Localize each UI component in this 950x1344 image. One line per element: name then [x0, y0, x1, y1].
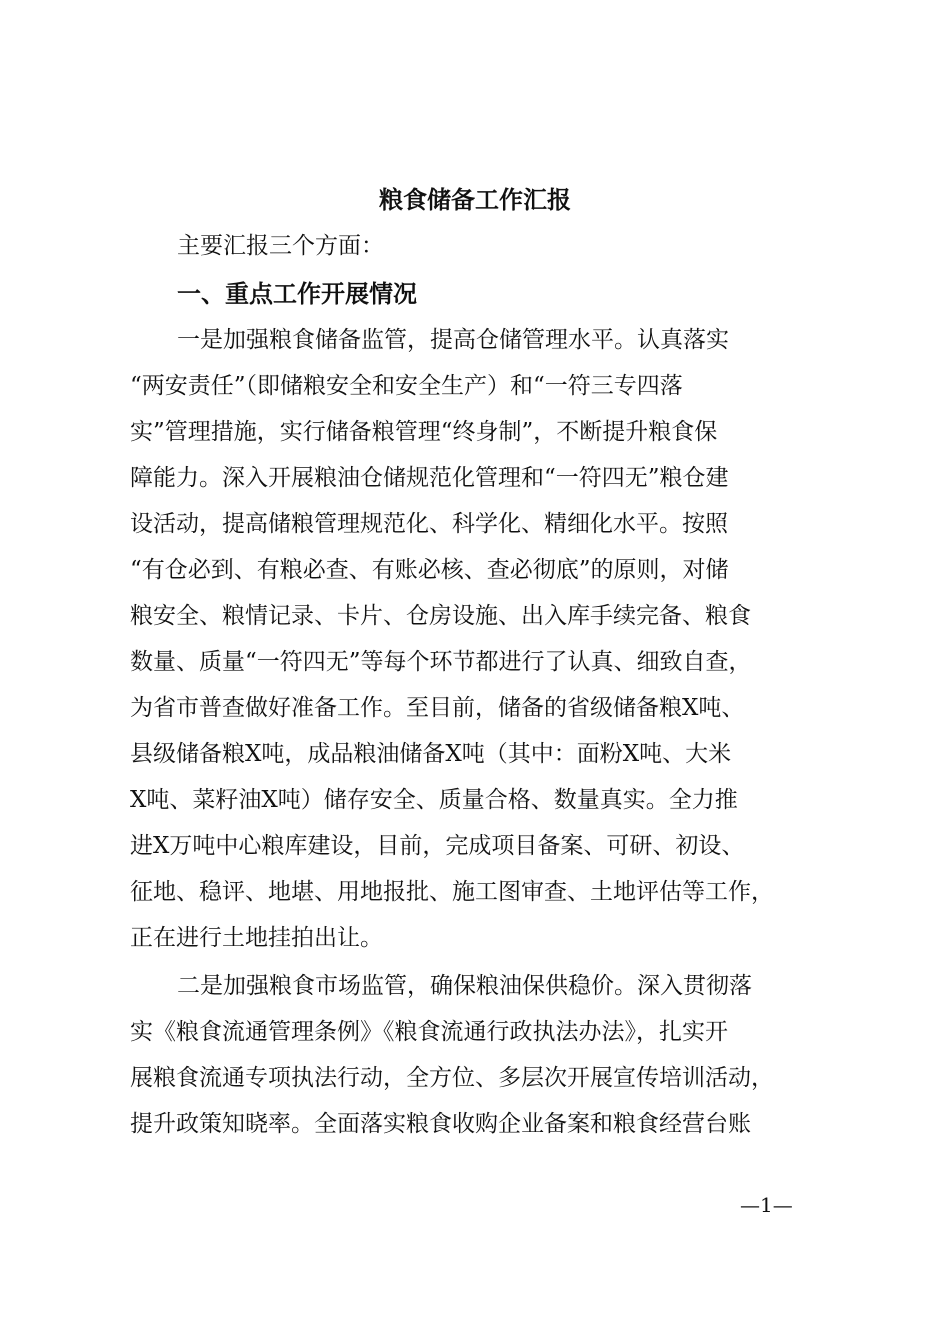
paragraph-line: 提升政策知晓率。全面落实粮食收购企业备案和粮食经营台账	[130, 1111, 751, 1137]
paragraph-line: 二是加强粮食市场监管，确保粮油保供稳价。深入贯彻落	[177, 973, 752, 999]
paragraph-line: 展粮食流通专项执法行动，全方位、多层次开展宣传培训活动，	[130, 1065, 774, 1091]
paragraph-line: 县级储备粮X吨，成品粮油储备X吨（其中：面粉X吨、大米	[130, 741, 732, 767]
paragraph-line: 设活动，提高储粮管理规范化、科学化、精细化水平。按照	[130, 511, 728, 537]
paragraph-line: 一是加强粮食储备监管，提高仓储管理水平。认真落实	[177, 327, 729, 353]
paragraph-line: 进X万吨中心粮库建设，目前，完成项目备案、可研、初设、	[130, 833, 745, 859]
document-title: 粮食储备工作汇报	[379, 186, 571, 214]
paragraph-line: 实《粮食流通管理条例》《粮食流通行政执法办法》，扎实开	[130, 1019, 728, 1045]
paragraph-line: 实”管理措施，实行储备粮管理“终身制”，不断提升粮食保	[130, 419, 718, 445]
paragraph-line: 障能力。深入开展粮油仓储规范化管理和“一符四无”粮仓建	[130, 465, 729, 491]
paragraph-line: 为省市普查做好准备工作。至目前，储备的省级储备粮X吨、	[130, 695, 745, 721]
intro-text: 主要汇报三个方面：	[177, 233, 384, 259]
page-number: —1—	[740, 1193, 793, 1217]
paragraph-line: 征地、稳评、地堪、用地报批、施工图审查、土地评估等工作，	[130, 879, 774, 905]
paragraph-line: 粮安全、粮情记录、卡片、仓房设施、出入库手续完备、粮食	[130, 603, 751, 629]
paragraph-line: 正在进行土地挂拍出让。	[130, 925, 383, 951]
paragraph-line: “有仓必到、有粮必查、有账必核、查必彻底”的原则，对储	[130, 557, 729, 583]
paragraph-line: “两安责任”（即储粮安全和安全生产）和“一符三专四落	[130, 373, 683, 399]
paragraph-line: 数量、质量“一符四无”等每个环节都进行了认真、细致自查，	[130, 649, 752, 675]
section-heading: 一、重点工作开展情况	[177, 280, 417, 308]
paragraph-line: X吨、菜籽油X吨）储存安全、质量合格、数量真实。全力推	[130, 787, 738, 813]
